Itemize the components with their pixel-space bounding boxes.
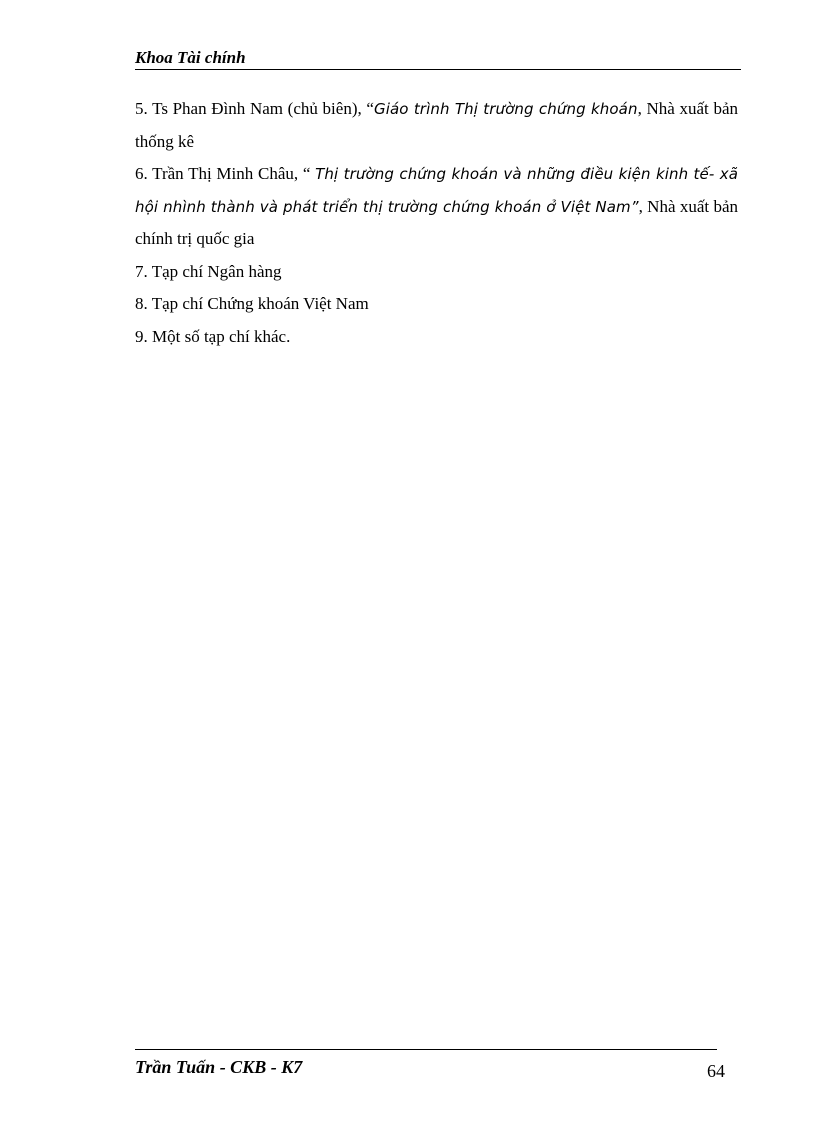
reference-author: 5. Ts Phan Đình Nam (chủ biên), “ — [135, 99, 374, 118]
reference-publisher: , Nhà xuất bản thống kê — [135, 99, 739, 151]
reference-publisher: , Nhà xuất bản chính trị quốc gia — [135, 196, 738, 248]
page-number: 64 — [707, 1061, 725, 1081]
reference-item — [135, 93, 738, 158]
header-title: Khoa Tài chính — [135, 48, 246, 67]
reference-title: Giáo trình Thị trường chứng khoán — [373, 100, 638, 118]
reference-item: 7. Tạp chí Ngân hàng — [135, 261, 282, 281]
reference-item — [135, 158, 738, 256]
reference-item: 8. Tạp chí Chứng khoán Việt Nam — [135, 294, 369, 313]
footer-author: Trần Tuấn - CKB - K7 — [135, 1057, 303, 1077]
reference-author: 6. Trần Thị Minh Châu, “ — [135, 164, 316, 183]
footer-rule — [135, 1049, 717, 1050]
header-rule — [135, 69, 741, 70]
reference-item: 9. Một số tạp chí khác. — [135, 326, 291, 346]
references-list — [135, 93, 738, 353]
reference-title: Thị trường chứng khoán và những điều kiện kinh tế- xã hội nhình thành và phát triển thị trường chứng khoán ở Việt Nam” — [135, 165, 738, 216]
